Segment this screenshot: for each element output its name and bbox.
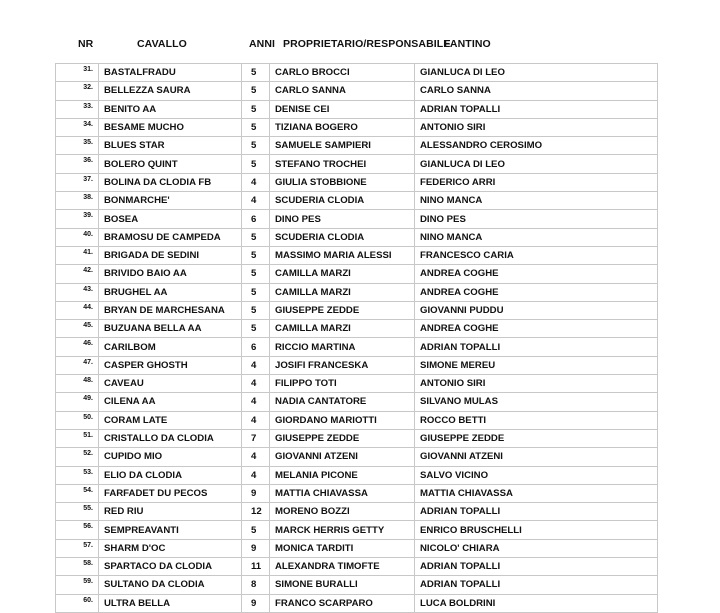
owner-name-cell: MELANIA PICONE bbox=[270, 466, 415, 484]
row-number-cell: 36. bbox=[56, 155, 99, 173]
row-number-cell: 60. bbox=[56, 594, 99, 612]
owner-name-cell: TIZIANA BOGERO bbox=[270, 118, 415, 136]
owner-name-cell: GIUSEPPE ZEDDE bbox=[270, 301, 415, 319]
row-number-cell: 56. bbox=[56, 521, 99, 539]
horse-name-cell: BLUES STAR bbox=[99, 137, 242, 155]
entries-table bbox=[55, 63, 658, 613]
horse-age-cell: 5 bbox=[242, 100, 270, 118]
jockey-name-cell: NINO MANCA bbox=[415, 192, 658, 210]
horse-age-cell: 5 bbox=[242, 320, 270, 338]
owner-name-cell: STEFANO TROCHEI bbox=[270, 155, 415, 173]
horse-name-cell: BONMARCHE' bbox=[99, 192, 242, 210]
owner-name-cell: NADIA CANTATORE bbox=[270, 393, 415, 411]
table-row bbox=[56, 265, 658, 283]
horse-age-cell: 5 bbox=[242, 64, 270, 82]
row-number-cell: 49. bbox=[56, 393, 99, 411]
jockey-name-cell: SILVANO MULAS bbox=[415, 393, 658, 411]
jockey-name-cell: NICOLO' CHIARA bbox=[415, 539, 658, 557]
jockey-name-cell: MATTIA CHIAVASSA bbox=[415, 484, 658, 502]
row-number-cell: 42. bbox=[56, 265, 99, 283]
owner-name-cell: GIUSEPPE ZEDDE bbox=[270, 429, 415, 447]
row-number-cell: 43. bbox=[56, 283, 99, 301]
row-number-cell: 46. bbox=[56, 338, 99, 356]
jockey-name-cell: LUCA BOLDRINI bbox=[415, 594, 658, 612]
horse-age-cell: 11 bbox=[242, 558, 270, 576]
row-number-cell: 55. bbox=[56, 503, 99, 521]
table-row bbox=[56, 375, 658, 393]
row-number-cell: 44. bbox=[56, 301, 99, 319]
horse-name-cell: RED RIU bbox=[99, 503, 242, 521]
horse-age-cell: 5 bbox=[242, 228, 270, 246]
horse-name-cell: FARFADET DU PECOS bbox=[99, 484, 242, 502]
owner-name-cell: MASSIMO MARIA ALESSI bbox=[270, 246, 415, 264]
horse-name-cell: BOLINA DA CLODIA FB bbox=[99, 173, 242, 191]
horse-age-cell: 5 bbox=[242, 283, 270, 301]
row-number-cell: 31. bbox=[56, 64, 99, 82]
horse-name-cell: BELLEZZA SAURA bbox=[99, 82, 242, 100]
jockey-name-cell: ENRICO BRUSCHELLI bbox=[415, 521, 658, 539]
jockey-name-cell: ADRIAN TOPALLI bbox=[415, 576, 658, 594]
horse-name-cell: BRYAN DE MARCHESANA bbox=[99, 301, 242, 319]
table-row bbox=[56, 82, 658, 100]
horse-age-cell: 9 bbox=[242, 594, 270, 612]
row-number-cell: 59. bbox=[56, 576, 99, 594]
table-row bbox=[56, 539, 658, 557]
horse-name-cell: BUZUANA BELLA AA bbox=[99, 320, 242, 338]
row-number-cell: 52. bbox=[56, 448, 99, 466]
owner-name-cell: SAMUELE SAMPIERI bbox=[270, 137, 415, 155]
horse-name-cell: CORAM LATE bbox=[99, 411, 242, 429]
jockey-name-cell: ALESSANDRO CEROSIMO bbox=[415, 137, 658, 155]
row-number-cell: 53. bbox=[56, 466, 99, 484]
horse-name-cell: BASTALFRADU bbox=[99, 64, 242, 82]
table-row bbox=[56, 64, 658, 82]
owner-name-cell: GIOVANNI ATZENI bbox=[270, 448, 415, 466]
jockey-name-cell: GIANLUCA DI LEO bbox=[415, 155, 658, 173]
table-row bbox=[56, 192, 658, 210]
horse-age-cell: 5 bbox=[242, 265, 270, 283]
horse-age-cell: 9 bbox=[242, 539, 270, 557]
horse-name-cell: ELIO DA CLODIA bbox=[99, 466, 242, 484]
owner-name-cell: ALEXANDRA TIMOFTE bbox=[270, 558, 415, 576]
jockey-name-cell: DINO PES bbox=[415, 210, 658, 228]
horse-age-cell: 5 bbox=[242, 82, 270, 100]
table-row bbox=[56, 356, 658, 374]
jockey-name-cell: GIUSEPPE ZEDDE bbox=[415, 429, 658, 447]
horse-name-cell: CASPER GHOSTH bbox=[99, 356, 242, 374]
table-row bbox=[56, 118, 658, 136]
owner-name-cell: GIORDANO MARIOTTI bbox=[270, 411, 415, 429]
jockey-name-cell: ADRIAN TOPALLI bbox=[415, 558, 658, 576]
jockey-name-cell: SALVO VICINO bbox=[415, 466, 658, 484]
row-number-cell: 35. bbox=[56, 137, 99, 155]
horse-age-cell: 9 bbox=[242, 484, 270, 502]
owner-name-cell: MARCK HERRIS GETTY bbox=[270, 521, 415, 539]
row-number-cell: 48. bbox=[56, 375, 99, 393]
owner-name-cell: CARLO SANNA bbox=[270, 82, 415, 100]
horse-name-cell: SULTANO DA CLODIA bbox=[99, 576, 242, 594]
row-number-cell: 34. bbox=[56, 118, 99, 136]
jockey-name-cell: ANDREA COGHE bbox=[415, 320, 658, 338]
jockey-name-cell: ANTONIO SIRI bbox=[415, 118, 658, 136]
owner-name-cell: SIMONE BURALLI bbox=[270, 576, 415, 594]
horse-age-cell: 4 bbox=[242, 411, 270, 429]
owner-name-cell: CAMILLA MARZI bbox=[270, 320, 415, 338]
horse-age-cell: 5 bbox=[242, 118, 270, 136]
header-cavallo: CAVALLO bbox=[137, 38, 187, 50]
header-nr: NR bbox=[78, 38, 94, 50]
table-row bbox=[56, 576, 658, 594]
horse-name-cell: BRIVIDO BAIO AA bbox=[99, 265, 242, 283]
horse-name-cell: CUPIDO MIO bbox=[99, 448, 242, 466]
table-row bbox=[56, 429, 658, 447]
table-row bbox=[56, 448, 658, 466]
table-row bbox=[56, 503, 658, 521]
horse-name-cell: SHARM D'OC bbox=[99, 539, 242, 557]
horse-age-cell: 5 bbox=[242, 246, 270, 264]
table-row bbox=[56, 137, 658, 155]
table-row bbox=[56, 484, 658, 502]
owner-name-cell: SCUDERIA CLODIA bbox=[270, 192, 415, 210]
header-anni: ANNI bbox=[249, 38, 276, 50]
horse-age-cell: 4 bbox=[242, 375, 270, 393]
row-number-cell: 45. bbox=[56, 320, 99, 338]
table-row bbox=[56, 393, 658, 411]
header-fantino: FANTINO bbox=[444, 38, 491, 50]
owner-name-cell: FILIPPO TOTI bbox=[270, 375, 415, 393]
table-row bbox=[56, 210, 658, 228]
horse-age-cell: 4 bbox=[242, 173, 270, 191]
horse-age-cell: 5 bbox=[242, 155, 270, 173]
table-row bbox=[56, 100, 658, 118]
horse-age-cell: 4 bbox=[242, 192, 270, 210]
jockey-name-cell: GIANLUCA DI LEO bbox=[415, 64, 658, 82]
horse-name-cell: BOLERO QUINT bbox=[99, 155, 242, 173]
jockey-name-cell: SIMONE MEREU bbox=[415, 356, 658, 374]
horse-name-cell: ULTRA BELLA bbox=[99, 594, 242, 612]
row-number-cell: 39. bbox=[56, 210, 99, 228]
horse-age-cell: 6 bbox=[242, 210, 270, 228]
row-number-cell: 41. bbox=[56, 246, 99, 264]
header-proprietario: PROPRIETARIO/RESPONSABILE bbox=[283, 38, 451, 50]
row-number-cell: 50. bbox=[56, 411, 99, 429]
horse-name-cell: CILENA AA bbox=[99, 393, 242, 411]
jockey-name-cell: ADRIAN TOPALLI bbox=[415, 100, 658, 118]
horse-name-cell: SEMPREAVANTI bbox=[99, 521, 242, 539]
horse-age-cell: 5 bbox=[242, 521, 270, 539]
horse-name-cell: BENITO AA bbox=[99, 100, 242, 118]
table-row bbox=[56, 338, 658, 356]
table-row bbox=[56, 320, 658, 338]
row-number-cell: 51. bbox=[56, 429, 99, 447]
horse-name-cell: BESAME MUCHO bbox=[99, 118, 242, 136]
horse-age-cell: 6 bbox=[242, 338, 270, 356]
jockey-name-cell: ANDREA COGHE bbox=[415, 283, 658, 301]
row-number-cell: 32. bbox=[56, 82, 99, 100]
horse-age-cell: 4 bbox=[242, 466, 270, 484]
horse-name-cell: SPARTACO DA CLODIA bbox=[99, 558, 242, 576]
row-number-cell: 47. bbox=[56, 356, 99, 374]
jockey-name-cell: ROCCO BETTI bbox=[415, 411, 658, 429]
horse-age-cell: 4 bbox=[242, 356, 270, 374]
owner-name-cell: CAMILLA MARZI bbox=[270, 265, 415, 283]
jockey-name-cell: NINO MANCA bbox=[415, 228, 658, 246]
table-row bbox=[56, 301, 658, 319]
horse-age-cell: 12 bbox=[242, 503, 270, 521]
owner-name-cell: JOSIFI FRANCESKA bbox=[270, 356, 415, 374]
table-row bbox=[56, 155, 658, 173]
horse-name-cell: BRIGADA DE SEDINI bbox=[99, 246, 242, 264]
horse-age-cell: 5 bbox=[242, 301, 270, 319]
entries-body bbox=[56, 64, 658, 613]
horse-age-cell: 8 bbox=[242, 576, 270, 594]
horse-age-cell: 5 bbox=[242, 137, 270, 155]
horse-age-cell: 7 bbox=[242, 429, 270, 447]
row-number-cell: 37. bbox=[56, 173, 99, 191]
table-row bbox=[56, 558, 658, 576]
table-row bbox=[56, 246, 658, 264]
row-number-cell: 58. bbox=[56, 558, 99, 576]
row-number-cell: 54. bbox=[56, 484, 99, 502]
table-row bbox=[56, 173, 658, 191]
jockey-name-cell: ADRIAN TOPALLI bbox=[415, 503, 658, 521]
owner-name-cell: CARLO BROCCI bbox=[270, 64, 415, 82]
row-number-cell: 38. bbox=[56, 192, 99, 210]
owner-name-cell: SCUDERIA CLODIA bbox=[270, 228, 415, 246]
table-row bbox=[56, 283, 658, 301]
row-number-cell: 57. bbox=[56, 539, 99, 557]
jockey-name-cell: FRANCESCO CARIA bbox=[415, 246, 658, 264]
horse-age-cell: 4 bbox=[242, 448, 270, 466]
table-row bbox=[56, 594, 658, 612]
jockey-name-cell: ADRIAN TOPALLI bbox=[415, 338, 658, 356]
jockey-name-cell: GIOVANNI ATZENI bbox=[415, 448, 658, 466]
horse-name-cell: CARILBOM bbox=[99, 338, 242, 356]
horse-name-cell: CAVEAU bbox=[99, 375, 242, 393]
horse-name-cell: CRISTALLO DA CLODIA bbox=[99, 429, 242, 447]
table-row bbox=[56, 411, 658, 429]
jockey-name-cell: GIOVANNI PUDDU bbox=[415, 301, 658, 319]
table-row bbox=[56, 521, 658, 539]
owner-name-cell: GIULIA STOBBIONE bbox=[270, 173, 415, 191]
owner-name-cell: MORENO BOZZI bbox=[270, 503, 415, 521]
horse-name-cell: BRUGHEL AA bbox=[99, 283, 242, 301]
table-row bbox=[56, 466, 658, 484]
row-number-cell: 33. bbox=[56, 100, 99, 118]
jockey-name-cell: CARLO SANNA bbox=[415, 82, 658, 100]
owner-name-cell: FRANCO SCARPARO bbox=[270, 594, 415, 612]
owner-name-cell: DINO PES bbox=[270, 210, 415, 228]
horse-name-cell: BOSEA bbox=[99, 210, 242, 228]
horse-age-cell: 4 bbox=[242, 393, 270, 411]
table-row bbox=[56, 228, 658, 246]
owner-name-cell: MATTIA CHIAVASSA bbox=[270, 484, 415, 502]
row-number-cell: 40. bbox=[56, 228, 99, 246]
owner-name-cell: RICCIO MARTINA bbox=[270, 338, 415, 356]
owner-name-cell: CAMILLA MARZI bbox=[270, 283, 415, 301]
column-header-row bbox=[0, 38, 720, 52]
owner-name-cell: MONICA TARDITI bbox=[270, 539, 415, 557]
jockey-name-cell: FEDERICO ARRI bbox=[415, 173, 658, 191]
horse-name-cell: BRAMOSU DE CAMPEDA bbox=[99, 228, 242, 246]
jockey-name-cell: ANDREA COGHE bbox=[415, 265, 658, 283]
owner-name-cell: DENISE CEI bbox=[270, 100, 415, 118]
jockey-name-cell: ANTONIO SIRI bbox=[415, 375, 658, 393]
